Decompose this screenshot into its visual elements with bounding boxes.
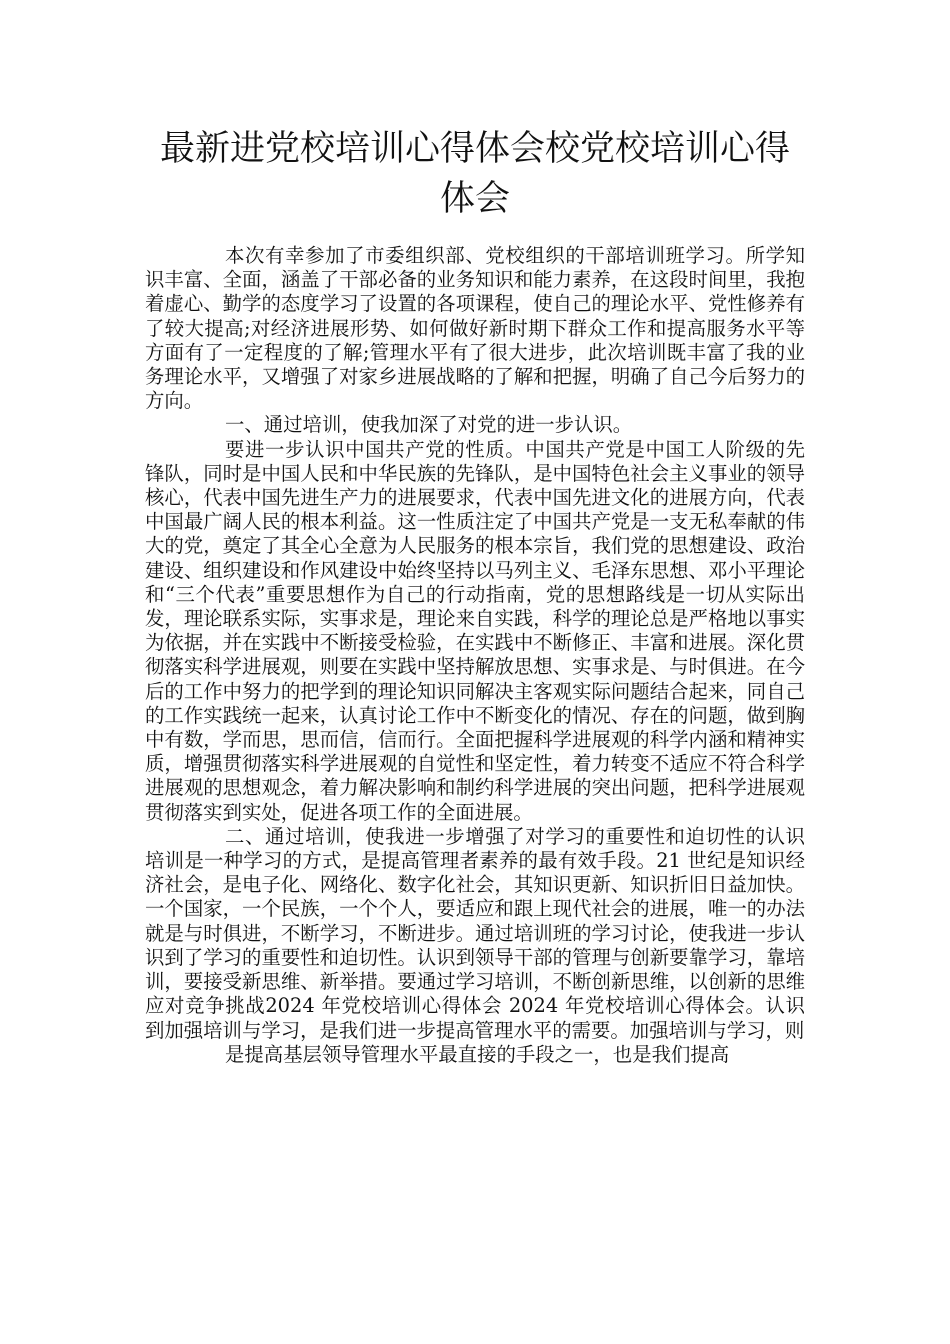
title-line-2: 体会 [439,179,510,219]
document-title [145,124,805,224]
paragraph-party-nature: 要进一步认识中国共产党的性质。中国共产党是中国工人阶级的先锋队，同时是中国人民和中华民族的先锋队，是中国特色社会主义事业的领导核心，代表中国先进生产力的进展要求，代表中国先进文化的进展方向，代表中国最广阔人民的根本利益。这一性质注定了中国共产党是一支无私奉献的伟大的党，奠定了其全心全意为人民服务的根本宗旨，我们党的思想建设、政治建设、组织建设和作风建设中始终坚持以马列主义、毛泽东思想、邓小平理论和“三个代表”重要思想作为自己的行动指南，党的思想路线是一切从实际出发，理论联系实际，实事求是，理论来自实践，科学的理论总是严格地以事实为依据，并在实践中不断接受检验，在实践中不断修正、丰富和进展。深化贯彻落实科学进展观，则要在实践中坚持解放思想、实事求是、与时俱进。在今后的工作中努力的把学到的理论知识同解决主客观实际问题结合起来，同自己的工作实践统一起来，认真讨论工作中不断变化的情况、存在的问题，做到胸中有数，学而思，思而信，信而行。全面把握科学进展观的科学内涵和精神实质，增强贯彻落实科学进展观的自觉性和坚定性，着力转变不适应不符合科学进展观的思想观念，着力解决影响和制约科学进展的突出问题，把科学进展观贯彻落实到实处，促进各项工作的全面进展。 [145,437,805,824]
paragraph-continued: 是提高基层领导管理水平最直接的手段之一，也是我们提高 [225,1042,730,1066]
title-line-1: 最新进党校培训心得体会校党校培训心得 [159,129,790,169]
document-body [145,244,844,1067]
paragraph-learning: 二、通过培训，使我进一步增强了对学习的重要性和迫切性的认识 培训是一种学习的方式，是提高管理者素养的最有效手段。21 世纪是知识经济社会，是电子化、网络化、数字化社会，其知识更新、知识折旧日益加快。一个国家，一个民族，一个个人，要适应和跟上现代社会的进展，唯一的办法就是与时俱进，不断学习，不断进步。通过培训班的学习讨论，使我进一步认识到了学习的重要性和迫切性。认识到领导干部的管理与创新要靠学习，靠培训，要接受新思维、新举措。要通过学习培训，不断创新思维，以创新的思维应对竞争挑战2024 年党校培训心得体会 2024 年党校培训心得体会。认识到加强培训与学习，是我们进一步提高管理水平的需要。加强培训与学习，则 [145,824,844,1042]
paragraph-intro: 本次有幸参加了市委组织部、党校组织的干部培训班学习。所学知识丰富、全面，涵盖了干部必备的业务知识和能力素养，在这段时间里，我抱着虚心、勤学的态度学习了设置的各项课程，使自己的理论水平、党性修养有了较大提高;对经济进展形势、如何做好新时期下群众工作和提高服务水平等方面有了一定程度的了解;管理水平有了很大进步，此次培训既丰富了我的业务理论水平，又增强了对家乡进展战略的了解和把握，明确了自己今后努力的方向。 [145,244,805,413]
document-page [145,0,844,1067]
section-heading-1: 一、通过培训，使我加深了对党的进一步认识。 [225,413,633,437]
